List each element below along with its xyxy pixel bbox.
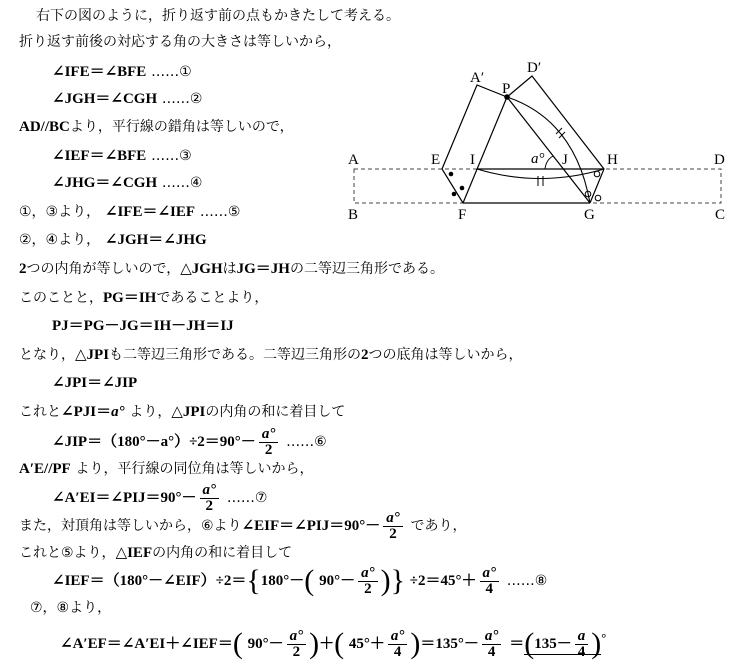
- text: の二等辺三角形である。: [289, 261, 444, 277]
- number: 2: [361, 347, 369, 363]
- text: これと⑤より，: [19, 545, 116, 561]
- paren-open: (: [524, 627, 535, 660]
- ref-mark: ……⑧: [506, 573, 548, 589]
- denominator: 4: [577, 643, 586, 660]
- paren-open: (: [304, 564, 315, 597]
- expr: 135－: [534, 636, 572, 652]
- right-flap: [507, 76, 604, 203]
- expr: 90°－: [247, 636, 284, 652]
- label-p: P: [502, 81, 511, 97]
- expr: ＋: [319, 636, 335, 652]
- label-f: F: [458, 207, 467, 223]
- text: 折り返す前後の対応する角の大きさは等しいから，: [19, 34, 341, 50]
- text: このことと，: [19, 290, 103, 306]
- numerator: a°: [480, 566, 500, 582]
- label-i: I: [470, 152, 475, 168]
- expr: AD//BC: [19, 119, 70, 135]
- segment-pf: [463, 97, 507, 203]
- angle-circle: [595, 195, 601, 201]
- paren-close: ): [309, 627, 320, 660]
- expr: ∠JPI＝∠JIP: [52, 375, 138, 391]
- expr: PJ＝PG－JG＝IH－JH＝IJ: [52, 318, 234, 334]
- label-d: D: [714, 152, 725, 168]
- expr: △JGH: [180, 261, 223, 277]
- brace-close: }: [390, 564, 405, 597]
- numerator: a°: [287, 629, 307, 645]
- angle-dot: [452, 192, 457, 197]
- segment-pg: [507, 97, 590, 203]
- label-h: H: [607, 152, 618, 168]
- brace-open: {: [246, 564, 261, 597]
- angle-dot: [449, 172, 454, 177]
- text: また，対頂角は等しいから，⑥より: [19, 518, 242, 534]
- text: 右下の図のように，折り返す前の点もかきたして考える。: [36, 8, 400, 24]
- expr: △IEF: [115, 545, 153, 561]
- numerator: a°: [383, 511, 403, 527]
- angle-a-arc: [545, 156, 553, 169]
- expr: ∠A′EF＝∠A′EI＋∠IEF＝: [60, 636, 233, 652]
- label-e: E: [431, 152, 441, 168]
- paren-close: ): [410, 627, 421, 660]
- ref-mark: ……⑦: [226, 490, 268, 506]
- expr: ∠IEF＝（180°－∠EIF）÷2＝: [52, 573, 247, 589]
- angle-dot: [460, 186, 465, 191]
- numerator: a°: [388, 629, 408, 645]
- numerator: a°: [482, 629, 502, 645]
- numerator: a°: [200, 483, 220, 499]
- angle-circle: [594, 171, 600, 177]
- numerator: a: [575, 629, 589, 645]
- label-a: A: [348, 152, 359, 168]
- paren-close: ): [380, 564, 391, 597]
- label-g: G: [584, 207, 595, 223]
- expr: ÷2＝45°＋: [409, 573, 477, 589]
- denominator: 2: [205, 497, 214, 514]
- text: ⑦，⑧より，: [30, 600, 112, 616]
- denominator: 2: [389, 525, 397, 542]
- expr: 90°－: [319, 573, 356, 589]
- expr: ∠JHG＝∠CGH: [52, 175, 158, 191]
- label-angle-a: a°: [531, 151, 545, 167]
- ref-mark: ……⑥: [286, 434, 327, 450]
- expr: ∠JGH＝∠JHG: [104, 232, 207, 248]
- arc-ih: [477, 169, 604, 179]
- text: より，平行線の同位角は等しいから，: [75, 461, 314, 477]
- ref-mark: ……⑤: [199, 204, 241, 220]
- numerator: a°: [358, 566, 378, 582]
- expr: △JPI: [171, 404, 206, 420]
- paren-close: ): [591, 627, 602, 660]
- text: より，平行線の錯角は等しいので，: [69, 119, 294, 135]
- expr: ∠IEF＝∠BFE: [52, 148, 147, 164]
- text: つの底角は等しいから，: [368, 347, 523, 363]
- expr: ＝: [509, 636, 525, 652]
- expr: 180°－: [260, 573, 305, 589]
- denominator: 4: [485, 580, 493, 597]
- expr: ∠EIF＝∠PIJ＝90°－: [241, 518, 381, 534]
- label-b: B: [348, 207, 359, 223]
- denominator: 4: [487, 643, 496, 660]
- label-d-prime: D′: [527, 60, 542, 76]
- text: も二等辺三角形である。二等辺三角形の: [109, 347, 362, 363]
- expr: ∠JIP＝（180°－a°）÷2＝90°－: [52, 434, 256, 450]
- expr: ∠PJI＝: [61, 404, 112, 420]
- expr: ∠IFE＝∠IEF: [104, 204, 196, 220]
- ref-mark: ……③: [151, 148, 192, 164]
- text: ②，④より，: [19, 232, 101, 248]
- label-c: C: [715, 207, 726, 223]
- text: は: [222, 261, 237, 277]
- expr: ＝135°－: [420, 636, 479, 652]
- left-flap: [442, 85, 507, 203]
- degree-mark: °: [601, 631, 607, 645]
- text: であり，: [410, 518, 467, 534]
- ref-mark: ……②: [161, 91, 203, 107]
- text: これと: [19, 404, 61, 420]
- text: であることより，: [156, 290, 269, 306]
- ref-mark: ……①: [151, 64, 192, 80]
- label-a-prime: A′: [470, 70, 485, 86]
- expr: PG＝IH: [103, 290, 157, 306]
- paren-open: (: [232, 627, 243, 660]
- expr: A′E//PF: [19, 461, 71, 477]
- text: の内角の和に着目して: [152, 545, 293, 561]
- text: つの内角が等しいので，: [26, 261, 181, 277]
- text: より，: [129, 404, 172, 420]
- expr: 45°＋: [348, 636, 385, 652]
- denominator: 2: [292, 643, 301, 660]
- label-j: J: [562, 152, 568, 168]
- text: ①，③より，: [19, 204, 101, 220]
- number: 2: [19, 261, 27, 277]
- ref-mark: ……④: [161, 175, 203, 191]
- denominator: 4: [393, 643, 402, 660]
- denominator: 2: [264, 441, 273, 458]
- expr: ∠JGH＝∠CGH: [52, 91, 158, 107]
- denominator: 2: [364, 580, 372, 597]
- numerator: a°: [259, 427, 279, 443]
- variable: a°: [111, 404, 125, 420]
- expr: △JPI: [75, 347, 110, 363]
- expr: ∠IFE＝∠BFE: [52, 64, 147, 80]
- expr: JG＝JH: [236, 261, 290, 277]
- text: となり，: [19, 347, 75, 363]
- paren-open: (: [334, 627, 345, 660]
- text: の内角の和に着目して: [205, 404, 346, 420]
- expr: ∠A′EI＝∠PIJ＝90°－: [52, 490, 197, 506]
